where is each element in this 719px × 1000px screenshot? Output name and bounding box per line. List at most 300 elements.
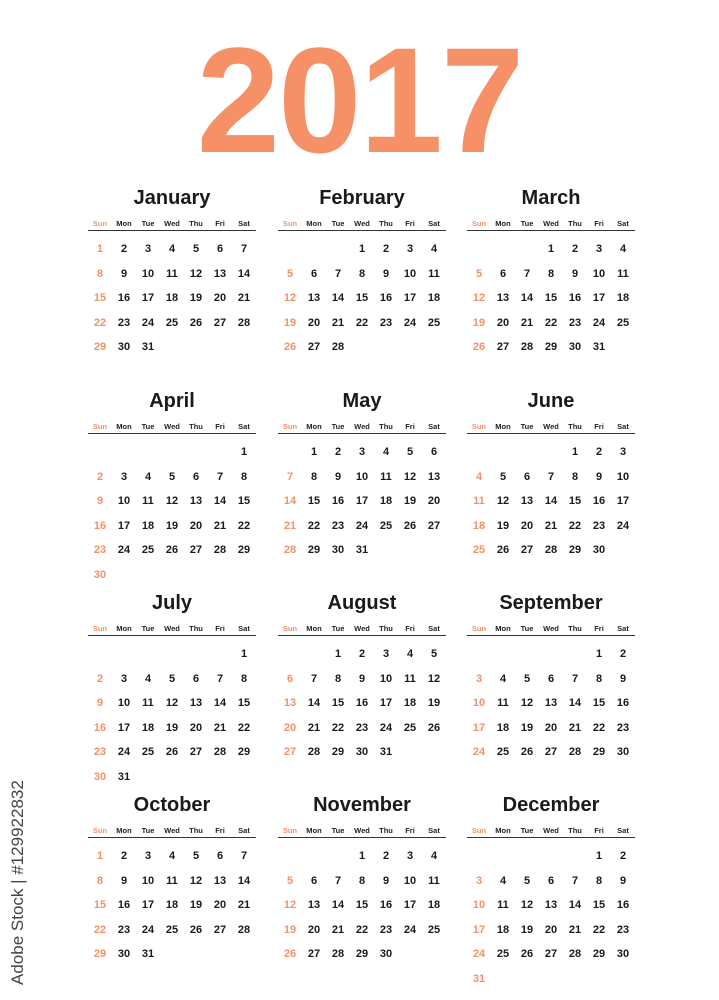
day-cell: 6 <box>286 672 294 685</box>
day-cell: 17 <box>592 292 606 304</box>
day-cell: 28 <box>283 544 297 556</box>
weekday-label: Mon <box>495 422 511 431</box>
day-cell: 27 <box>189 544 203 556</box>
empty-day-cell <box>278 440 302 465</box>
weekday-label: Wed <box>354 826 370 835</box>
month-name: July <box>151 592 193 614</box>
days-grid <box>278 237 446 360</box>
day-cell: 21 <box>283 519 297 532</box>
day-cell: 14 <box>213 697 227 709</box>
day-cell: 2 <box>96 672 104 685</box>
day-cell: 20 <box>213 292 227 304</box>
day-cell: 1 <box>96 243 104 255</box>
day-cell: 25 <box>496 948 510 960</box>
day-cell: 29 <box>93 341 107 353</box>
days-grid <box>88 642 256 789</box>
day-cell: 13 <box>520 495 534 507</box>
day-cell: 12 <box>165 697 179 709</box>
weekday-label: Wed <box>543 422 559 431</box>
day-cell: 25 <box>496 746 510 758</box>
day-cell: 8 <box>334 672 342 685</box>
day-cell: 29 <box>355 948 369 960</box>
day-cell: 4 <box>144 672 152 685</box>
day-cell: 3 <box>406 850 414 862</box>
day-cell: 8 <box>358 267 366 280</box>
weekday-label: Fri <box>594 219 604 228</box>
day-cell: 22 <box>93 923 107 936</box>
day-cell: 22 <box>237 721 251 734</box>
weekday-label: Sat <box>428 422 440 431</box>
days-grid <box>278 844 446 967</box>
day-cell: 2 <box>96 470 104 483</box>
month-name: June <box>527 390 575 412</box>
day-cell: 8 <box>96 874 104 887</box>
day-cell: 21 <box>213 519 227 532</box>
day-cell: 11 <box>166 267 178 280</box>
day-cell: 27 <box>307 341 321 353</box>
empty-day-cell <box>491 440 515 465</box>
weekday-label: Sat <box>238 826 250 835</box>
day-cell: 3 <box>358 446 366 458</box>
weekday-header <box>88 219 256 231</box>
day-cell: 13 <box>189 495 203 507</box>
day-cell: 5 <box>192 243 200 255</box>
day-cell: 12 <box>427 672 441 685</box>
day-cell: 12 <box>520 697 534 709</box>
empty-day-cell <box>302 642 326 667</box>
day-cell: 13 <box>544 697 558 709</box>
day-cell: 20 <box>544 923 558 936</box>
weekday-label: Sat <box>238 422 250 431</box>
weekday-label: Wed <box>354 624 370 633</box>
day-cell: 15 <box>93 899 107 911</box>
day-cell: 7 <box>334 874 342 887</box>
weekday-label: Wed <box>543 826 559 835</box>
weekday-label: Mon <box>116 624 132 633</box>
day-cell: 7 <box>240 243 248 255</box>
day-cell: 13 <box>189 697 203 709</box>
day-cell: 20 <box>496 316 510 329</box>
weekday-label: Sun <box>92 422 108 431</box>
weekday-label: Sun <box>471 219 487 228</box>
day-cell: 15 <box>331 697 345 709</box>
weekday-header <box>467 219 635 231</box>
weekday-header <box>88 422 256 434</box>
month-september <box>467 590 635 765</box>
day-cell: 11 <box>404 672 416 685</box>
weekday-label: Tue <box>331 826 345 835</box>
day-cell: 12 <box>403 470 417 483</box>
day-cell: 15 <box>237 495 251 507</box>
weekday-label: Wed <box>543 624 559 633</box>
weekday-header <box>278 624 446 636</box>
day-cell: 29 <box>93 948 107 960</box>
day-cell: 26 <box>520 746 534 758</box>
day-cell: 23 <box>93 746 107 758</box>
day-cell: 28 <box>237 316 251 329</box>
day-cell: 24 <box>141 316 155 329</box>
day-cell: 20 <box>520 519 534 532</box>
weekday-label: Fri <box>405 422 415 431</box>
day-cell: 30 <box>616 746 630 758</box>
day-cell: 1 <box>547 243 555 255</box>
day-cell: 14 <box>331 292 345 304</box>
day-cell: 9 <box>619 874 627 887</box>
day-cell: 15 <box>93 292 107 304</box>
day-cell: 26 <box>165 544 179 556</box>
weekday-header <box>278 826 446 838</box>
empty-day-cell <box>326 237 350 262</box>
empty-day-cell <box>278 237 302 262</box>
weekday-header <box>278 422 446 434</box>
day-cell: 18 <box>496 721 510 734</box>
day-cell: 16 <box>379 292 393 304</box>
day-cell: 5 <box>168 672 176 685</box>
day-cell: 3 <box>382 648 390 660</box>
empty-day-cell <box>467 440 491 465</box>
empty-day-cell <box>160 642 184 667</box>
weekday-label: Tue <box>141 219 155 228</box>
day-cell: 26 <box>427 721 441 734</box>
empty-day-cell <box>302 844 326 869</box>
day-cell: 16 <box>592 495 606 507</box>
empty-day-cell <box>278 844 302 869</box>
day-cell: 17 <box>403 899 417 911</box>
day-cell: 15 <box>592 697 606 709</box>
day-cell: 23 <box>379 923 393 936</box>
day-cell: 3 <box>120 672 128 685</box>
month-name: February <box>319 187 405 209</box>
day-cell: 11 <box>473 495 485 507</box>
day-cell: 20 <box>427 495 441 507</box>
weekday-label: Tue <box>331 219 345 228</box>
weekday-header <box>467 826 635 838</box>
day-cell: 18 <box>379 495 393 507</box>
day-cell: 31 <box>592 341 606 353</box>
month-name: October <box>133 794 211 816</box>
day-cell: 21 <box>568 721 582 734</box>
day-cell: 12 <box>189 267 203 280</box>
month-july <box>88 590 256 789</box>
day-cell: 10 <box>403 267 417 280</box>
day-cell: 18 <box>427 899 441 911</box>
day-cell: 24 <box>117 544 131 556</box>
day-cell: 3 <box>475 672 483 685</box>
day-cell: 9 <box>595 470 603 483</box>
day-cell: 2 <box>382 243 390 255</box>
day-cell: 7 <box>571 672 579 685</box>
day-cell: 13 <box>496 292 510 304</box>
day-cell: 27 <box>520 544 534 556</box>
day-cell: 8 <box>96 267 104 280</box>
day-cell: 12 <box>283 292 297 304</box>
days-grid <box>278 642 446 765</box>
day-cell: 21 <box>307 721 321 734</box>
day-cell: 1 <box>240 446 248 458</box>
weekday-label: Mon <box>495 826 511 835</box>
day-cell: 7 <box>523 267 531 280</box>
day-cell: 9 <box>571 267 579 280</box>
day-cell: 24 <box>355 519 369 532</box>
day-cell: 23 <box>331 519 345 532</box>
day-cell: 15 <box>544 292 558 304</box>
day-cell: 30 <box>93 770 107 783</box>
day-cell: 19 <box>165 519 179 532</box>
day-cell: 4 <box>382 446 390 458</box>
empty-day-cell <box>112 642 136 667</box>
day-cell: 2 <box>619 648 627 660</box>
day-cell: 30 <box>93 568 107 581</box>
day-cell: 29 <box>592 746 606 758</box>
day-cell: 26 <box>520 948 534 960</box>
weekday-label: Wed <box>164 624 180 633</box>
weekday-label: Tue <box>141 624 155 633</box>
weekday-header <box>88 826 256 838</box>
day-cell: 19 <box>496 519 510 532</box>
day-cell: 15 <box>307 495 321 507</box>
weekday-label: Mon <box>306 422 322 431</box>
day-cell: 18 <box>616 292 630 304</box>
day-cell: 25 <box>427 923 441 936</box>
day-cell: 6 <box>523 470 531 483</box>
empty-day-cell <box>326 844 350 869</box>
day-cell: 2 <box>358 648 366 660</box>
day-cell: 21 <box>237 292 251 304</box>
day-cell: 21 <box>331 316 345 329</box>
day-cell: 26 <box>283 948 297 960</box>
day-cell: 21 <box>331 923 345 936</box>
weekday-label: Sun <box>282 624 298 633</box>
weekday-label: Mon <box>306 219 322 228</box>
days-grid <box>88 237 256 360</box>
days-grid <box>467 440 635 563</box>
day-cell: 27 <box>189 746 203 758</box>
day-cell: 11 <box>617 267 629 280</box>
day-cell: 3 <box>475 874 483 887</box>
month-april <box>88 388 256 587</box>
day-cell: 28 <box>213 746 227 758</box>
day-cell: 15 <box>568 495 582 507</box>
month-march <box>467 185 635 360</box>
day-cell: 24 <box>616 519 630 532</box>
day-cell: 4 <box>430 850 438 862</box>
day-cell: 2 <box>571 243 579 255</box>
day-cell: 10 <box>117 697 131 709</box>
day-cell: 27 <box>307 948 321 960</box>
days-grid <box>88 440 256 587</box>
weekday-label: Sun <box>282 422 298 431</box>
empty-day-cell <box>515 642 539 667</box>
day-cell: 23 <box>93 544 107 556</box>
day-cell: 26 <box>283 341 297 353</box>
weekday-label: Sat <box>428 826 440 835</box>
day-cell: 25 <box>165 316 179 329</box>
day-cell: 25 <box>472 544 486 556</box>
day-cell: 25 <box>379 519 393 532</box>
weekday-label: Fri <box>405 826 415 835</box>
day-cell: 18 <box>496 923 510 936</box>
day-cell: 1 <box>334 648 342 660</box>
day-cell: 24 <box>117 746 131 758</box>
day-cell: 25 <box>141 544 155 556</box>
day-cell: 29 <box>544 341 558 353</box>
day-cell: 16 <box>379 899 393 911</box>
day-cell: 11 <box>497 899 509 911</box>
day-cell: 12 <box>496 495 510 507</box>
day-cell: 28 <box>307 746 321 758</box>
day-cell: 12 <box>520 899 534 911</box>
day-cell: 26 <box>472 341 486 353</box>
weekday-label: Tue <box>520 422 534 431</box>
day-cell: 10 <box>379 672 393 685</box>
day-cell: 11 <box>166 874 178 887</box>
day-cell: 4 <box>168 850 176 862</box>
day-cell: 13 <box>307 292 321 304</box>
empty-day-cell <box>539 440 563 465</box>
day-cell: 1 <box>595 850 603 862</box>
day-cell: 28 <box>520 341 534 353</box>
day-cell: 7 <box>571 874 579 887</box>
empty-day-cell <box>491 844 515 869</box>
day-cell: 30 <box>331 544 345 556</box>
day-cell: 10 <box>141 874 155 887</box>
weekday-label: Sat <box>617 826 629 835</box>
day-cell: 15 <box>355 292 369 304</box>
day-cell: 1 <box>358 243 366 255</box>
day-cell: 20 <box>544 721 558 734</box>
day-cell: 27 <box>213 316 227 329</box>
day-cell: 14 <box>307 697 321 709</box>
day-cell: 5 <box>286 874 294 887</box>
day-cell: 21 <box>213 721 227 734</box>
day-cell: 16 <box>616 697 630 709</box>
day-cell: 17 <box>379 697 393 709</box>
day-cell: 28 <box>568 948 582 960</box>
empty-day-cell <box>184 440 208 465</box>
day-cell: 14 <box>331 899 345 911</box>
weekday-label: Wed <box>164 826 180 835</box>
weekday-label: Mon <box>495 624 511 633</box>
day-cell: 22 <box>355 923 369 936</box>
day-cell: 28 <box>331 948 345 960</box>
month-name: March <box>521 187 581 209</box>
weekday-label: Fri <box>215 624 225 633</box>
day-cell: 13 <box>213 267 227 280</box>
day-cell: 19 <box>189 292 203 304</box>
day-cell: 11 <box>428 267 440 280</box>
weekday-label: Sat <box>238 219 250 228</box>
day-cell: 11 <box>428 874 440 887</box>
weekday-label: Tue <box>141 826 155 835</box>
day-cell: 9 <box>120 874 128 887</box>
day-cell: 25 <box>616 316 630 329</box>
day-cell: 10 <box>472 697 486 709</box>
day-cell: 9 <box>382 874 390 887</box>
weekday-header <box>467 624 635 636</box>
day-cell: 10 <box>616 470 630 483</box>
day-cell: 9 <box>382 267 390 280</box>
weekday-label: Fri <box>215 219 225 228</box>
day-cell: 6 <box>547 672 555 685</box>
day-cell: 19 <box>403 495 417 507</box>
day-cell: 29 <box>592 948 606 960</box>
month-may <box>278 388 446 563</box>
day-cell: 23 <box>616 721 630 734</box>
day-cell: 11 <box>142 495 154 507</box>
day-cell: 17 <box>472 721 486 734</box>
day-cell: 23 <box>117 316 131 329</box>
day-cell: 28 <box>213 544 227 556</box>
empty-day-cell <box>539 844 563 869</box>
empty-day-cell <box>515 844 539 869</box>
weekday-label: Mon <box>116 219 132 228</box>
day-cell: 15 <box>237 697 251 709</box>
day-cell: 31 <box>472 972 486 985</box>
day-cell: 29 <box>237 746 251 758</box>
day-cell: 18 <box>165 292 179 304</box>
day-cell: 11 <box>380 470 392 483</box>
day-cell: 7 <box>334 267 342 280</box>
day-cell: 19 <box>189 899 203 911</box>
weekday-label: Thu <box>568 219 582 228</box>
day-cell: 3 <box>406 243 414 255</box>
day-cell: 8 <box>547 267 555 280</box>
weekday-label: Thu <box>189 624 203 633</box>
day-cell: 20 <box>283 721 297 734</box>
day-cell: 24 <box>141 923 155 936</box>
day-cell: 23 <box>379 316 393 329</box>
day-cell: 30 <box>616 948 630 960</box>
weekday-label: Thu <box>379 624 393 633</box>
days-grid <box>278 440 446 563</box>
day-cell: 4 <box>499 874 507 887</box>
empty-day-cell <box>515 440 539 465</box>
day-cell: 24 <box>403 316 417 329</box>
weekday-label: Sat <box>428 219 440 228</box>
day-cell: 5 <box>168 470 176 483</box>
stock-credit: Adobe Stock | #129922832 <box>8 780 27 985</box>
day-cell: 31 <box>141 341 155 353</box>
day-cell: 23 <box>355 721 369 734</box>
day-cell: 25 <box>165 923 179 936</box>
weekday-label: Wed <box>164 422 180 431</box>
empty-day-cell <box>208 642 232 667</box>
day-cell: 4 <box>475 470 483 483</box>
weekday-label: Wed <box>164 219 180 228</box>
month-august <box>278 590 446 765</box>
days-grid <box>467 237 635 360</box>
month-name: August <box>327 592 397 614</box>
empty-day-cell <box>88 642 112 667</box>
day-cell: 4 <box>406 648 414 660</box>
weekday-label: Thu <box>189 219 203 228</box>
day-cell: 13 <box>544 899 558 911</box>
day-cell: 6 <box>216 243 224 255</box>
day-cell: 14 <box>568 697 582 709</box>
weekday-label: Sat <box>617 219 629 228</box>
weekday-label: Fri <box>594 624 604 633</box>
empty-day-cell <box>88 440 112 465</box>
day-cell: 21 <box>544 519 558 532</box>
empty-day-cell <box>467 642 491 667</box>
day-cell: 20 <box>307 923 321 936</box>
day-cell: 21 <box>568 923 582 936</box>
weekday-label: Sun <box>92 219 108 228</box>
day-cell: 16 <box>616 899 630 911</box>
weekday-label: Sun <box>92 826 108 835</box>
day-cell: 1 <box>595 648 603 660</box>
day-cell: 30 <box>355 746 369 758</box>
